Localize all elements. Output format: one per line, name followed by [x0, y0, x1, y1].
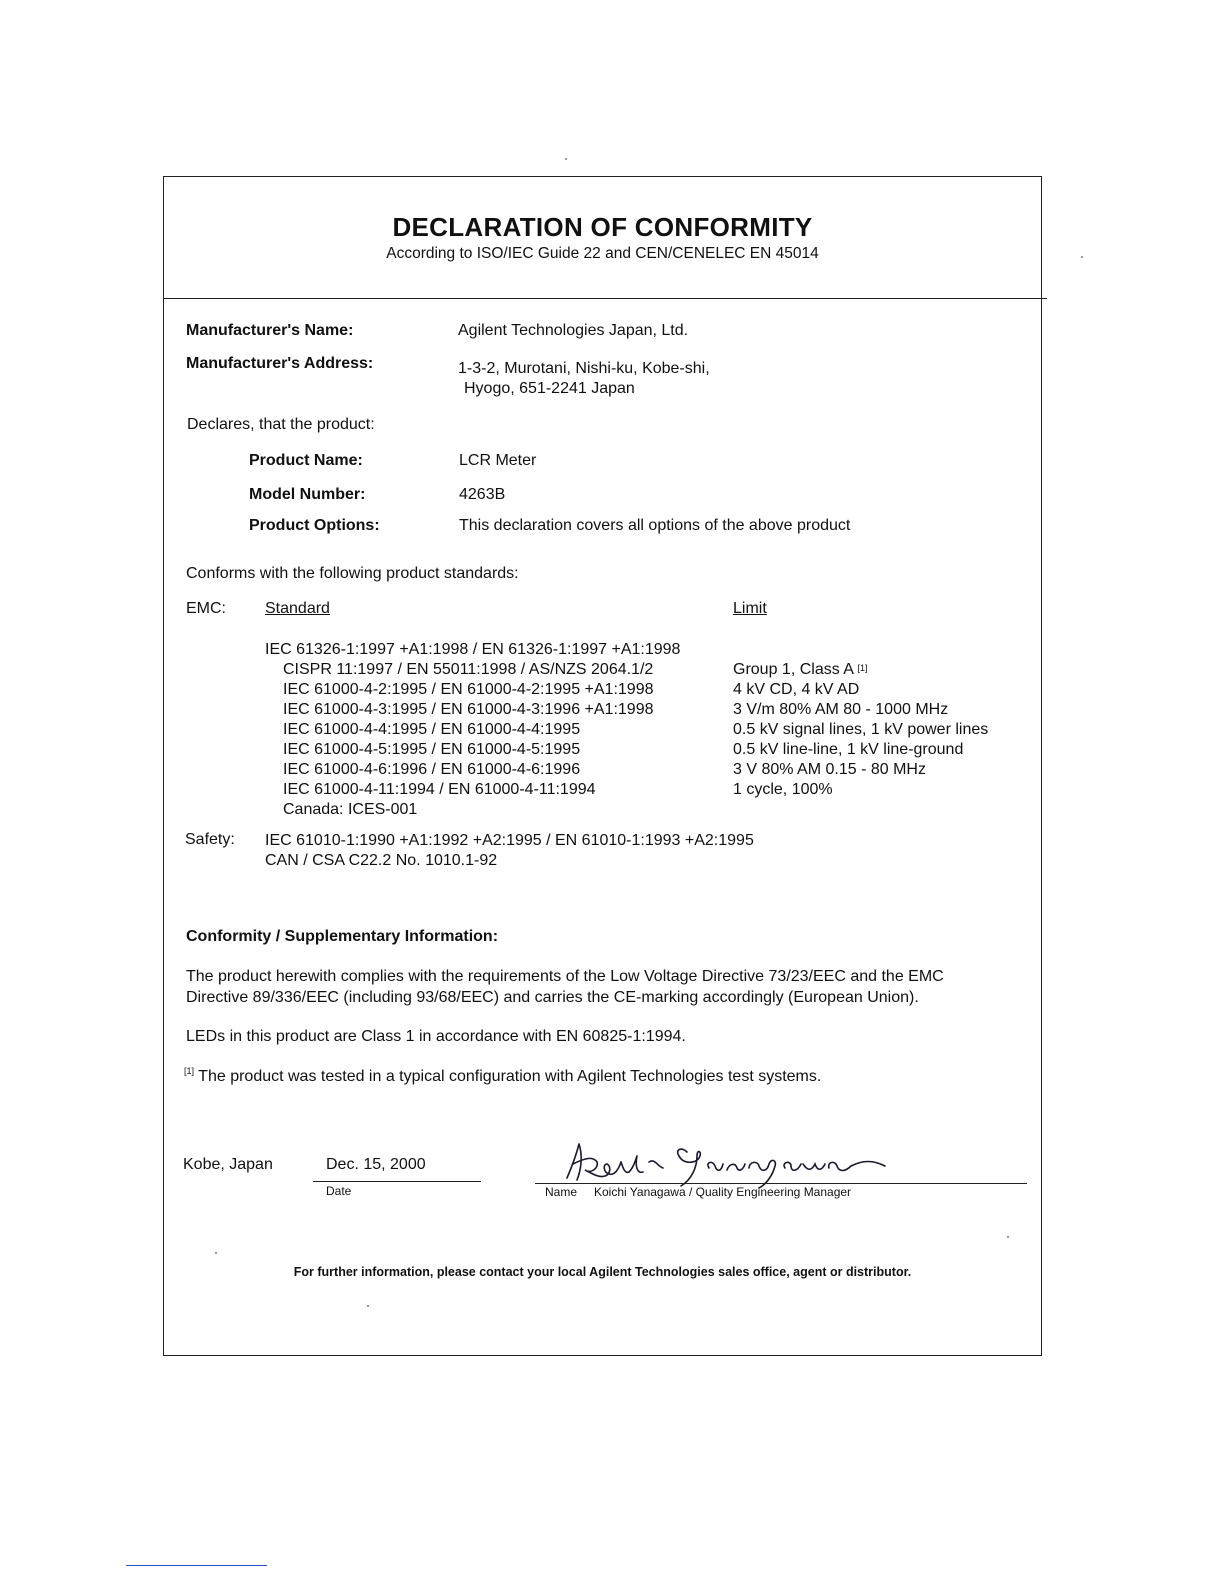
- product-name-value: LCR Meter: [459, 452, 537, 469]
- page-title: DECLARATION OF CONFORMITY: [392, 212, 813, 242]
- limit-column-header: Limit: [733, 600, 767, 617]
- page-edge-line: [126, 1565, 267, 1566]
- emc-main-standard: IEC 61326-1:1997 +A1:1998 / EN 61326-1:1997 +A1:1998: [265, 641, 681, 658]
- conforms-text: Conforms with the following product standards:: [186, 565, 519, 582]
- model-number-value: 4263B: [459, 486, 506, 503]
- table-row: CISPR 11:1997 / EN 55011:1998 / AS/NZS 2064.1/2: [283, 661, 654, 678]
- supplementary-para1-line2: Directive 89/336/EEC (including 93/68/EEC) and carries the CE-marking accordingly (European Union).: [186, 989, 919, 1006]
- scan-speck: [367, 1305, 369, 1307]
- safety-line1: IEC 61010-1:1990 +A1:1992 +A2:1995 / EN 61010-1:1993 +A2:1995: [265, 832, 754, 849]
- footnote-marker: [1]: [184, 1066, 195, 1076]
- scan-speck: [215, 1252, 217, 1254]
- table-row: IEC 61000-4-6:1996 / EN 61000-4-6:1996: [283, 761, 581, 778]
- table-row-limit: 0.5 kV line-line, 1 kV line-ground: [733, 741, 964, 758]
- signature-date: Dec. 15, 2000: [326, 1156, 426, 1173]
- manufacturer-address-line1: 1-3-2, Murotani, Nishi-ku, Kobe-shi,: [458, 360, 710, 377]
- footer-note: For further information, please contact your local Agilent Technologies sales office, agent or distributor.: [293, 1265, 912, 1279]
- model-number-label: Model Number:: [249, 486, 366, 503]
- manufacturer-name-value: Agilent Technologies Japan, Ltd.: [458, 322, 689, 339]
- safety-line2: CAN / CSA C22.2 No. 1010.1-92: [265, 852, 498, 869]
- manufacturer-address-line2: Hyogo, 651-2241 Japan: [464, 380, 635, 397]
- footnote-marker: [1]: [857, 663, 868, 673]
- product-options-label: Product Options:: [249, 517, 380, 534]
- table-row: IEC 61000-4-2:1995 / EN 61000-4-2:1995 +A1:1998: [283, 681, 654, 698]
- table-row: IEC 61000-4-4:1995 / EN 61000-4-4:1995: [283, 721, 581, 738]
- page-subtitle: According to ISO/IEC Guide 22 and CEN/CENELEC EN 45014: [386, 245, 819, 262]
- signatory-name-title: Koichi Yanagawa / Quality Engineering Manager: [594, 1185, 852, 1199]
- declares-text: Declares, that the product:: [187, 416, 375, 433]
- supplementary-para2: LEDs in this product are Class 1 in accordance with EN 60825-1:1994.: [186, 1028, 686, 1045]
- standard-column-header: Standard: [265, 600, 330, 617]
- table-row-limit: Group 1, Class A [1]: [733, 661, 868, 678]
- table-row-limit: 1 cycle, 100%: [733, 781, 833, 798]
- supplementary-heading: Conformity / Supplementary Information:: [186, 928, 499, 945]
- name-caption: Name: [545, 1185, 578, 1199]
- manufacturer-address-label: Manufacturer's Address:: [186, 355, 374, 372]
- canada-standard: Canada: ICES-001: [283, 801, 418, 818]
- safety-label: Safety:: [185, 831, 235, 848]
- manufacturer-name-label: Manufacturer's Name:: [186, 322, 354, 339]
- scan-speck: [1007, 1236, 1009, 1238]
- signature-underline: [535, 1183, 1027, 1184]
- title-divider: [163, 298, 1047, 299]
- product-name-label: Product Name:: [249, 452, 363, 469]
- product-options-value: This declaration covers all options of the above product: [459, 517, 851, 534]
- table-row-limit: 0.5 kV signal lines, 1 kV power lines: [733, 721, 989, 738]
- date-underline: [313, 1181, 481, 1182]
- signature-place: Kobe, Japan: [183, 1156, 273, 1173]
- handwritten-signature: [563, 1134, 903, 1190]
- date-caption: Date: [326, 1184, 352, 1198]
- table-row: IEC 61000-4-5:1995 / EN 61000-4-5:1995: [283, 741, 581, 758]
- table-row-limit: 3 V 80% AM 0.15 - 80 MHz: [733, 761, 926, 778]
- table-row: IEC 61000-4-3:1995 / EN 61000-4-3:1996 +A1:1998: [283, 701, 654, 718]
- supplementary-footnote: [1] The product was tested in a typical configuration with Agilent Technologies test systems.: [184, 1066, 822, 1085]
- table-row-limit: 3 V/m 80% AM 80 - 1000 MHz: [733, 701, 949, 718]
- scan-speck: [1081, 256, 1083, 258]
- table-row-limit: 4 kV CD, 4 kV AD: [733, 681, 860, 698]
- supplementary-para1-line1: The product herewith complies with the requirements of the Low Voltage Directive 73/23/EEC and the EMC: [186, 968, 944, 985]
- emc-label: EMC:: [186, 600, 226, 617]
- table-row: IEC 61000-4-11:1994 / EN 61000-4-11:1994: [283, 781, 596, 798]
- scan-speck: [565, 158, 567, 160]
